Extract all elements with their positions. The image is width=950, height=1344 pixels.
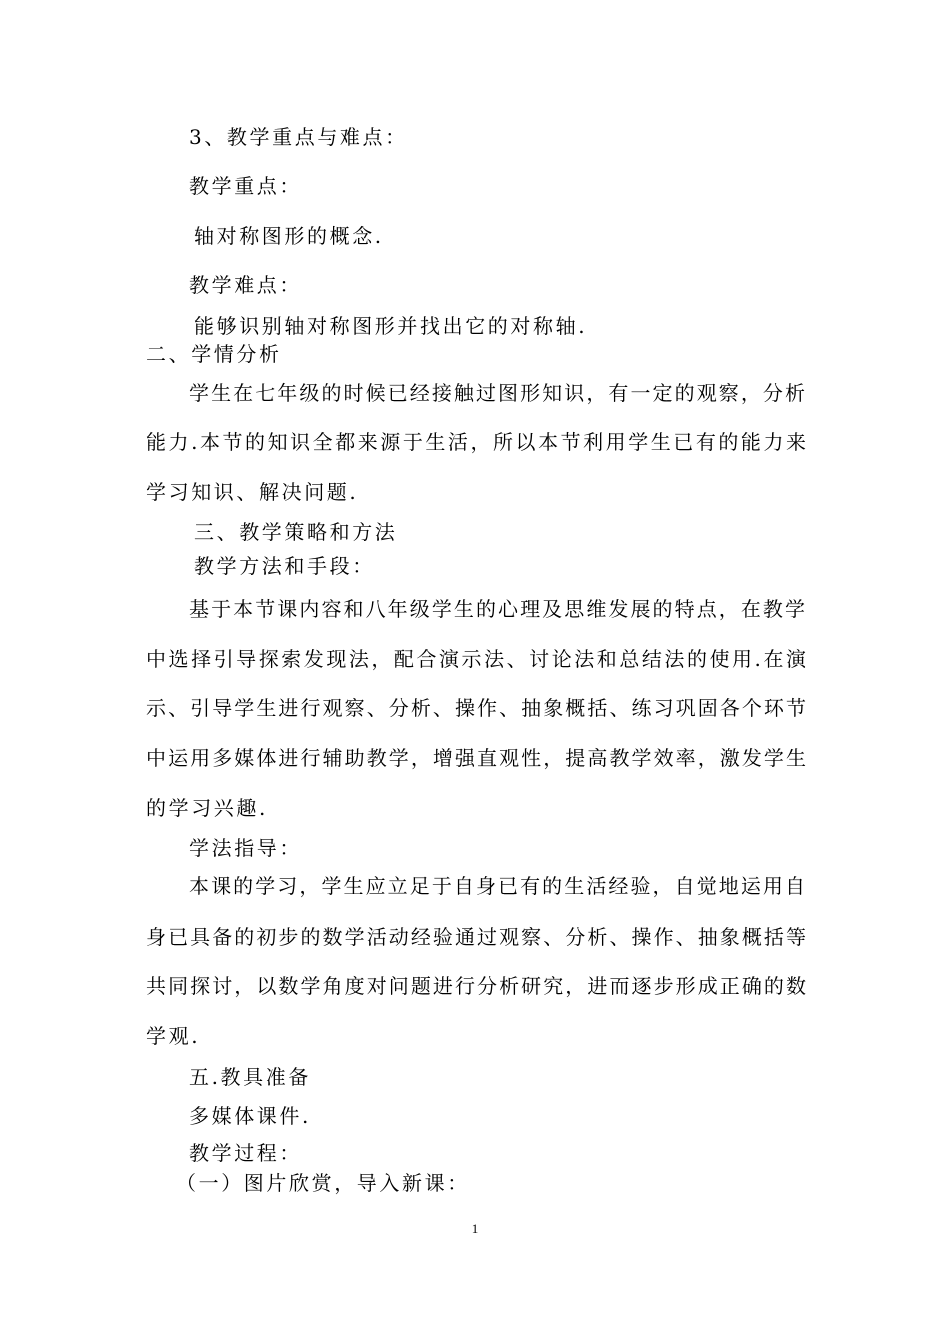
subheading-study-guide: 学法指导： — [189, 836, 302, 860]
subheading-teaching-process: 教学过程： — [189, 1141, 302, 1165]
section-heading-key-points: 3、教学重点与难点： — [189, 125, 408, 149]
paragraph-line: 基于本节课内容和八年级学生的心理及思维发展的特点，在教学 — [189, 597, 805, 621]
paragraph-line: 能力.本节的知识全都来源于生活，所以本节利用学生已有的能力来 — [146, 430, 806, 454]
subheading-key-point: 教学重点： — [189, 174, 302, 198]
paragraph-line: 身已具备的初步的数学活动经验通过观察、分析、操作、抽象概括等 — [146, 925, 806, 949]
page-number: 1 — [471, 1221, 479, 1236]
paragraph-line: 中运用多媒体进行辅助教学，增强直观性，提高教学效率，激发学生 — [146, 746, 806, 770]
paragraph-line: 学生在七年级的时候已经接触过图形知识，有一定的观察，分析 — [189, 381, 805, 405]
section-heading-student-analysis: 二、学情分析 — [146, 342, 282, 366]
subheading-step-one: （一）图片欣赏，导入新课： — [176, 1171, 470, 1195]
paragraph-line: 示、引导学生进行观察、分析、操作、抽象概括、练习巩固各个环节 — [146, 696, 806, 720]
paragraph-line: 本课的学习，学生应立足于自身已有的生活经验，自觉地运用自 — [189, 874, 805, 898]
paragraph-text: 多媒体课件. — [189, 1104, 311, 1128]
paragraph-line: 学习知识、解决问题. — [146, 480, 359, 504]
subheading-difficulty: 教学难点： — [189, 273, 302, 297]
paragraph-line: 共同探讨，以数学角度对问题进行分析研究，进而逐步形成正确的数 — [146, 974, 806, 998]
paragraph-line: 学观. — [146, 1024, 201, 1048]
paragraph-text: 能够识别轴对称图形并找出它的对称轴. — [194, 314, 588, 338]
subheading-methods: 教学方法和手段： — [194, 554, 375, 578]
paragraph-text: 轴对称图形的概念. — [194, 224, 384, 248]
section-heading-materials: 五.教具准备 — [189, 1065, 311, 1089]
paragraph-line: 中选择引导探索发现法，配合演示法、讨论法和总结法的使用.在演 — [146, 647, 806, 671]
section-heading-strategy: 三、教学策略和方法 — [194, 520, 398, 544]
paragraph-line: 的学习兴趣. — [146, 796, 268, 820]
